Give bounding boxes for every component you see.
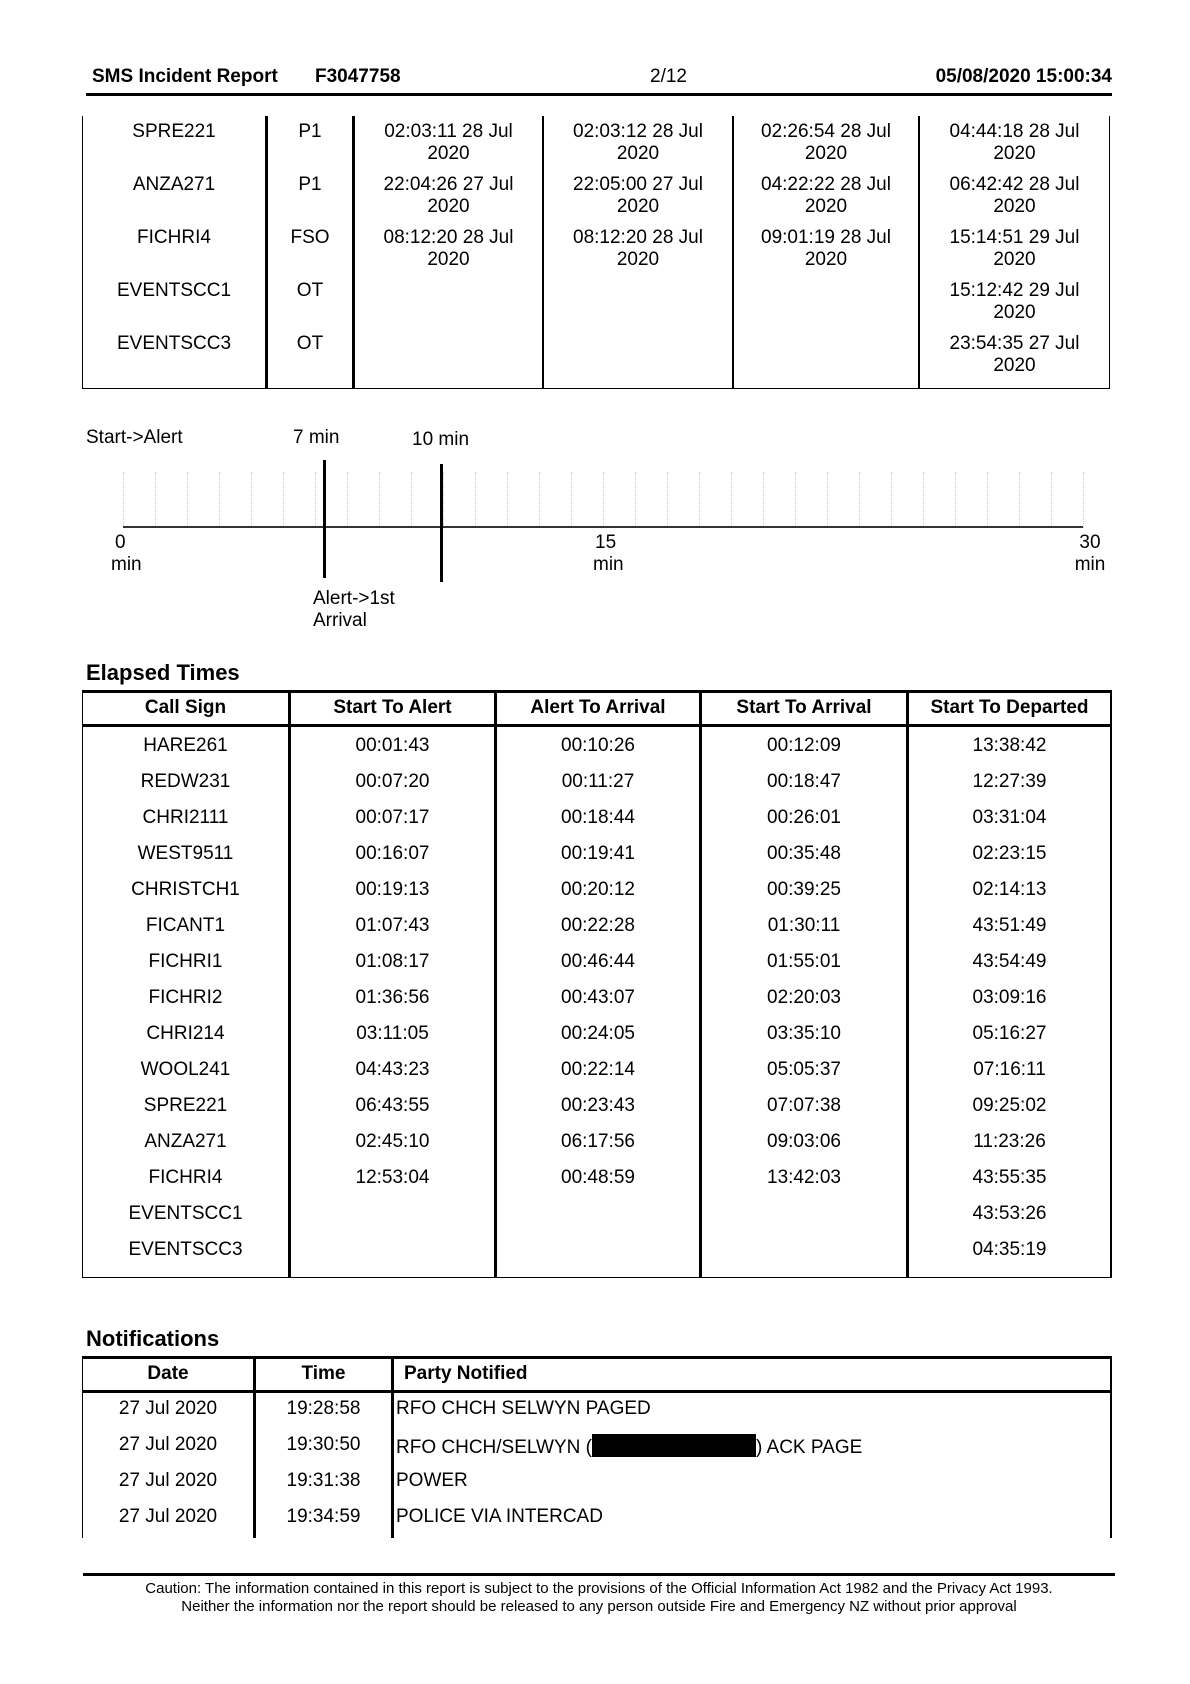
start-to-departed: 03:31:04 bbox=[972, 807, 1047, 828]
start-to-alert: 01:36:56 bbox=[355, 987, 430, 1008]
grid-line bbox=[1019, 472, 1020, 528]
incident-number: F3047758 bbox=[315, 66, 401, 87]
grid-line bbox=[603, 472, 604, 528]
column-header-alert-to-arrival: Alert To Arrival bbox=[530, 697, 666, 718]
start-to-departed: 12:27:39 bbox=[972, 771, 1047, 792]
grid-line bbox=[315, 472, 316, 528]
footer-rule bbox=[83, 1573, 1115, 1576]
start-to-alert: 03:11:05 bbox=[356, 1023, 429, 1044]
start-to-alert: 00:07:20 bbox=[355, 771, 430, 792]
column-header-time: Time bbox=[301, 1363, 346, 1384]
priority: OT bbox=[296, 280, 324, 301]
table-border-bottom bbox=[82, 1277, 1112, 1278]
header-rule bbox=[82, 724, 1112, 727]
call-sign: CHRI2111 bbox=[142, 807, 229, 828]
header-rule bbox=[86, 93, 1112, 96]
start-to-arrival: 03:35:10 bbox=[767, 1023, 841, 1044]
call-sign: WEST9511 bbox=[137, 843, 234, 864]
alert-to-arrival: 00:22:14 bbox=[561, 1059, 635, 1080]
call-sign: EVENTSCC1 bbox=[128, 1203, 243, 1224]
priority: P1 bbox=[298, 174, 322, 195]
grid-line bbox=[1051, 472, 1052, 528]
start-to-alert: 00:19:13 bbox=[355, 879, 430, 900]
grid-line bbox=[379, 472, 380, 528]
grid-line bbox=[443, 472, 444, 528]
start-to-departed: 02:23:15 bbox=[972, 843, 1047, 864]
grid-line bbox=[987, 472, 988, 528]
alert-to-arrival: 00:46:44 bbox=[561, 951, 635, 972]
priority: FSO bbox=[290, 227, 330, 248]
start-to-arrival: 13:42:03 bbox=[767, 1167, 841, 1188]
time-cell: 08:12:20 28 Jul 2020 bbox=[573, 227, 703, 270]
alert-to-arrival: 00:19:41 bbox=[561, 843, 635, 864]
start-to-alert: 12:53:04 bbox=[355, 1167, 430, 1188]
time-cell: 22:05:00 27 Jul 2020 bbox=[573, 174, 703, 217]
table-border-top bbox=[82, 690, 1112, 693]
alert-to-arrival: 06:17:56 bbox=[561, 1131, 635, 1152]
grid-line bbox=[763, 472, 764, 528]
call-sign: EVENTSCC3 bbox=[128, 1239, 243, 1260]
start-to-arrival: 00:26:01 bbox=[767, 807, 841, 828]
notification-date: 27 Jul 2020 bbox=[118, 1398, 218, 1419]
call-sign: ANZA271 bbox=[132, 174, 216, 195]
notification-time: 19:28:58 bbox=[286, 1398, 361, 1419]
table-border-right bbox=[1110, 690, 1112, 1278]
header-rule bbox=[82, 1390, 1112, 1393]
table-border-right bbox=[1110, 1356, 1112, 1538]
grid-line bbox=[955, 472, 956, 528]
time-cell: 09:01:19 28 Jul 2020 bbox=[761, 227, 891, 270]
start-to-departed: 09:25:02 bbox=[972, 1095, 1047, 1116]
alert-to-arrival: 00:43:07 bbox=[561, 987, 635, 1008]
call-sign: SPRE221 bbox=[132, 121, 216, 142]
start-to-departed: 43:54:49 bbox=[972, 951, 1047, 972]
grid-line bbox=[347, 472, 348, 528]
start-to-arrival: 05:05:37 bbox=[767, 1059, 841, 1080]
start-alert-marker bbox=[323, 460, 326, 578]
grid-line bbox=[827, 472, 828, 528]
time-cell: 04:22:22 28 Jul 2020 bbox=[761, 174, 891, 217]
grid-line bbox=[187, 472, 188, 528]
call-sign: CHRI214 bbox=[146, 1023, 225, 1044]
footer-release-notice: Neither the information nor the report should be released to any person outside Fire and Emergency NZ without prior approval bbox=[181, 1598, 1017, 1615]
notification-date: 27 Jul 2020 bbox=[118, 1506, 218, 1527]
grid-line bbox=[123, 472, 124, 528]
grid-line bbox=[411, 472, 412, 528]
report-title: SMS Incident Report bbox=[92, 66, 278, 87]
start-to-alert: 01:08:17 bbox=[355, 951, 430, 972]
call-sign: WOOL241 bbox=[140, 1059, 231, 1080]
call-sign: CHRISTCH1 bbox=[131, 879, 240, 900]
time-cell: 23:54:35 27 Jul 2020 bbox=[949, 333, 1080, 376]
redaction-block bbox=[592, 1434, 756, 1457]
marker-7min-label: 7 min bbox=[293, 427, 340, 448]
start-to-alert: 06:43:55 bbox=[355, 1095, 430, 1116]
start-to-arrival: 02:20:03 bbox=[767, 987, 841, 1008]
call-sign: FICHRI1 bbox=[148, 951, 223, 972]
column-header-start-to-departed: Start To Departed bbox=[930, 697, 1089, 718]
call-sign: HARE261 bbox=[143, 735, 228, 756]
start-to-departed: 43:53:26 bbox=[972, 1203, 1047, 1224]
time-cell: 04:44:18 28 Jul 2020 bbox=[949, 121, 1080, 164]
start-to-arrival: 01:55:01 bbox=[767, 951, 841, 972]
alert-to-arrival: 00:48:59 bbox=[561, 1167, 635, 1188]
call-sign: FICHRI4 bbox=[137, 227, 211, 248]
start-to-arrival: 00:18:47 bbox=[767, 771, 841, 792]
grid-line bbox=[251, 472, 252, 528]
grid-line bbox=[507, 472, 508, 528]
call-sign: ANZA271 bbox=[144, 1131, 227, 1152]
table-border-right bbox=[1109, 116, 1110, 389]
alert-to-arrival: 00:23:43 bbox=[561, 1095, 635, 1116]
start-to-arrival: 09:03:06 bbox=[767, 1131, 841, 1152]
alert-to-arrival: 00:24:05 bbox=[561, 1023, 635, 1044]
alert-to-arrival: 00:18:44 bbox=[561, 807, 635, 828]
column-header-start-to-arrival: Start To Arrival bbox=[736, 697, 872, 718]
grid-line bbox=[635, 472, 636, 528]
grid-line bbox=[923, 472, 924, 528]
start-to-arrival: 01:30:11 bbox=[767, 915, 841, 936]
start-to-arrival: 00:39:25 bbox=[767, 879, 841, 900]
party-notified: POLICE VIA INTERCAD bbox=[396, 1506, 603, 1527]
column-header-date: Date bbox=[147, 1363, 189, 1384]
time-cell: 02:26:54 28 Jul 2020 bbox=[761, 121, 891, 164]
start-to-arrival: 07:07:38 bbox=[767, 1095, 841, 1116]
grid-line bbox=[699, 472, 700, 528]
grid-line bbox=[539, 472, 540, 528]
start-to-alert: 00:07:17 bbox=[355, 807, 430, 828]
start-to-departed: 03:09:16 bbox=[972, 987, 1047, 1008]
column-header-party-notified: Party Notified bbox=[404, 1363, 528, 1384]
alert-to-arrival: 00:10:26 bbox=[561, 735, 635, 756]
time-cell: 15:14:51 29 Jul 2020 bbox=[949, 227, 1080, 270]
tick-30: 30 min bbox=[1074, 532, 1106, 575]
alert-arrival-marker bbox=[440, 464, 443, 582]
column-header-call-sign: Call Sign bbox=[144, 697, 227, 718]
column-header-start-to-alert: Start To Alert bbox=[333, 697, 452, 718]
priority: P1 bbox=[298, 121, 322, 142]
alert-to-arrival: 00:20:12 bbox=[561, 879, 635, 900]
grid-line bbox=[283, 472, 284, 528]
time-cell: 22:04:26 27 Jul 2020 bbox=[383, 174, 514, 217]
table-border-bottom bbox=[82, 388, 1110, 389]
notification-time: 19:30:50 bbox=[286, 1434, 361, 1455]
marker-10min-label: 10 min bbox=[412, 429, 470, 450]
tick-0: 0 min bbox=[111, 532, 142, 575]
start-to-departed: 11:23:26 bbox=[973, 1131, 1046, 1152]
party-notified: RFO CHCH SELWYN PAGED bbox=[396, 1398, 651, 1419]
page-number: 2/12 bbox=[650, 66, 687, 87]
start-to-departed: 43:51:49 bbox=[972, 915, 1047, 936]
notification-time: 19:31:38 bbox=[286, 1470, 361, 1491]
start-to-departed: 05:16:27 bbox=[972, 1023, 1047, 1044]
call-sign: FICHRI2 bbox=[148, 987, 223, 1008]
grid-line bbox=[571, 472, 572, 528]
grid-line bbox=[795, 472, 796, 528]
alert-arrival-label: Alert->1st Arrival bbox=[313, 588, 395, 631]
timeline-axis bbox=[123, 526, 1083, 528]
start-to-departed: 13:38:42 bbox=[972, 735, 1047, 756]
footer-caution: Caution: The information contained in this report is subject to the provisions of the Official Information Act 1982 and the Privacy Act 1993. bbox=[145, 1580, 1053, 1597]
start-to-arrival: 00:12:09 bbox=[767, 735, 841, 756]
party-notified: RFO CHCH/SELWYN ( ) ACK PAGE bbox=[396, 1434, 862, 1459]
grid-line bbox=[859, 472, 860, 528]
start-to-alert: 04:43:23 bbox=[355, 1059, 430, 1080]
start-to-alert: 00:16:07 bbox=[355, 843, 430, 864]
party-notified: POWER bbox=[396, 1470, 468, 1491]
start-to-departed: 07:16:11 bbox=[973, 1059, 1046, 1080]
grid-line bbox=[475, 472, 476, 528]
start-to-alert: 01:07:43 bbox=[355, 915, 430, 936]
call-sign: FICANT1 bbox=[145, 915, 226, 936]
notifications-title: Notifications bbox=[86, 1326, 220, 1351]
alert-to-arrival: 00:11:27 bbox=[561, 771, 635, 792]
time-cell: 08:12:20 28 Jul 2020 bbox=[383, 227, 514, 270]
grid-line bbox=[891, 472, 892, 528]
start-to-departed: 43:55:35 bbox=[972, 1167, 1047, 1188]
grid-line bbox=[1083, 472, 1084, 528]
start-to-departed: 04:35:19 bbox=[972, 1239, 1047, 1260]
call-sign: FICHRI4 bbox=[148, 1167, 223, 1188]
notification-date: 27 Jul 2020 bbox=[118, 1470, 218, 1491]
grid-line bbox=[667, 472, 668, 528]
start-to-arrival: 00:35:48 bbox=[767, 843, 841, 864]
grid-line bbox=[731, 472, 732, 528]
time-cell: 15:12:42 29 Jul 2020 bbox=[949, 280, 1080, 323]
table-border-top bbox=[82, 1356, 1112, 1359]
grid-line bbox=[155, 472, 156, 528]
time-cell: 02:03:11 28 Jul 2020 bbox=[384, 121, 513, 164]
notification-time: 19:34:59 bbox=[286, 1506, 361, 1527]
priority: OT bbox=[296, 333, 324, 354]
call-sign: EVENTSCC1 bbox=[116, 280, 232, 301]
start-to-alert: 00:01:43 bbox=[355, 735, 430, 756]
start-to-alert: 02:45:10 bbox=[355, 1131, 430, 1152]
notification-date: 27 Jul 2020 bbox=[118, 1434, 218, 1455]
tick-15: 15 min bbox=[593, 532, 624, 575]
grid-line bbox=[219, 472, 220, 528]
elapsed-times-title: Elapsed Times bbox=[86, 660, 240, 685]
call-sign: EVENTSCC3 bbox=[116, 333, 232, 354]
start-alert-label: Start->Alert bbox=[86, 427, 183, 448]
printed-timestamp: 05/08/2020 15:00:34 bbox=[935, 66, 1112, 87]
call-sign: SPRE221 bbox=[143, 1095, 228, 1116]
alert-to-arrival: 00:22:28 bbox=[561, 915, 635, 936]
table-divider bbox=[391, 1356, 394, 1538]
time-cell: 02:03:12 28 Jul 2020 bbox=[573, 121, 703, 164]
time-cell: 06:42:42 28 Jul 2020 bbox=[949, 174, 1080, 217]
start-to-departed: 02:14:13 bbox=[972, 879, 1047, 900]
call-sign: REDW231 bbox=[140, 771, 231, 792]
